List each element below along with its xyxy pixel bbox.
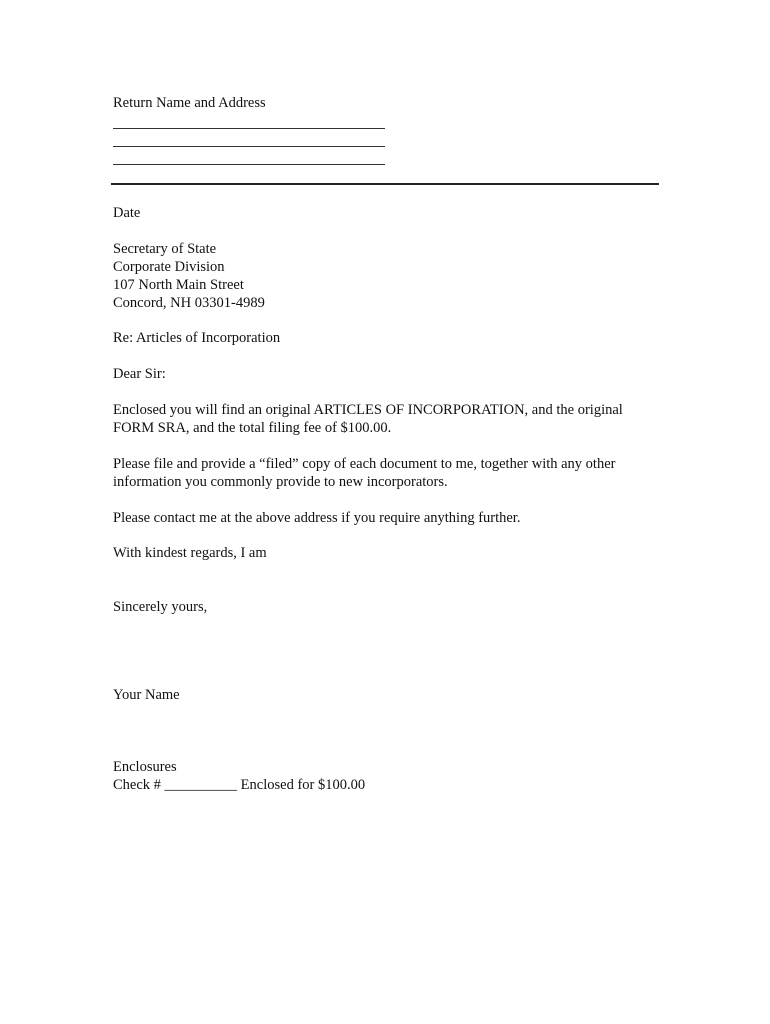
paragraph-enclosed-line-2: FORM SRA, and the total filing fee of $100.00. [113,420,392,436]
return-address-line-2[interactable] [113,146,385,147]
paragraph-contact: Please contact me at the above address if you require anything further. [113,510,521,526]
check-line: Check # __________ Enclosed for $100.00 [113,777,366,793]
paragraph-enclosed-line-1: Enclosed you will find an original ARTICLES OF INCORPORATION, and the original [113,402,623,418]
regards-line: With kindest regards, I am [113,545,267,561]
paragraph-enclosed [113,401,673,437]
date-label: Date [113,205,141,221]
return-address-line-3[interactable] [113,164,385,165]
recipient-line-4: Concord, NH 03301-4989 [113,295,265,311]
recipient-line-1: Secretary of State [113,241,217,257]
paragraph-file-request-line-2: information you commonly provide to new incorporators. [113,474,448,490]
paragraph-file-request [113,455,673,491]
recipient-line-2: Corporate Division [113,259,225,275]
closing-line: Sincerely yours, [113,599,208,615]
header-divider [111,183,659,185]
signature-name: Your Name [113,687,180,703]
recipient-address [113,240,265,312]
paragraph-file-request-line-1: Please file and provide a “filed” copy of each document to me, together with any other [113,456,616,472]
subject-line: Re: Articles of Incorporation [113,330,281,346]
recipient-line-3: 107 North Main Street [113,277,244,293]
enclosures-label: Enclosures [113,759,177,775]
return-address-line-1[interactable] [113,128,385,129]
return-address-label: Return Name and Address [113,95,266,111]
salutation: Dear Sir: [113,366,166,382]
